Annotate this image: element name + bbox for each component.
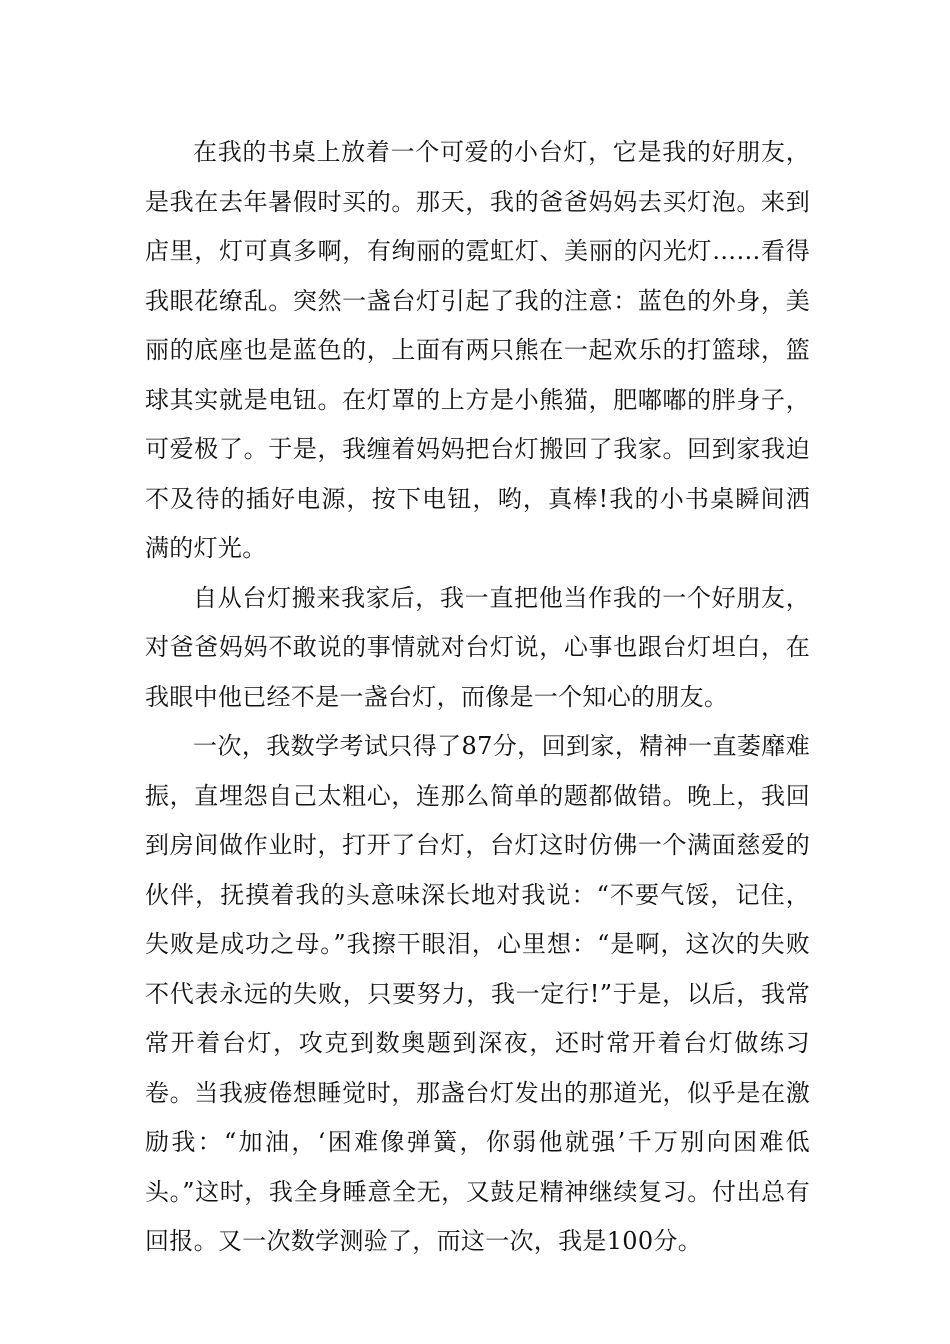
essay-body bbox=[145, 128, 810, 1267]
paragraph-1: 在我的书桌上放着一个可爱的小台灯，它是我的好朋友，是我在去年暑假时买的。那天，我的爸爸妈妈去买灯泡。来到店里，灯可真多啊，有绚丽的霓虹灯、美丽的闪光灯……看得我眼花缭乱。突然一盏台灯引起了我的注意：蓝色的外身，美丽的底座也是蓝色的，上面有两只熊在一起欢乐的打篮球，篮球其实就是电钮。在灯罩的上方是小熊猫，肥嘟嘟的胖身子，可爱极了。于是，我缠着妈妈把台灯搬回了我家。回到家我迫不及待的插好电源，按下电钮，哟，真棒!我的小书桌瞬间洒满的灯光。 bbox=[145, 138, 810, 562]
paragraph-2: 自从台灯搬来我家后，我一直把他当作我的一个好朋友，对爸爸妈妈不敢说的事情就对台灯说，心事也跟台灯坦白，在我眼中他已经不是一盏台灯，而像是一个知心的朋友。 bbox=[145, 583, 810, 711]
paragraph-3: 一次，我数学考试只得了87分，回到家，精神一直萎靡难振，直埋怨自己太粗心，连那么简单的题都做错。晚上，我回到房间做作业时，打开了台灯，台灯这时仿佛一个满面慈爱的伙伴，抚摸着我的头意味深长地对我说：“不要气馁，记住，失败是成功之母。”我擦干眼泪，心里想：“是啊，这次的失败不代表永远的失败，只要努力，我一定行!”于是，以后，我常常开着台灯，攻克到数奥题到深夜，还时常开着台灯做练习卷。当我疲倦想睡觉时，那盏台灯发出的那道光，似乎是在激励我：“加油，‘困难像弹簧，你弱他就强’千万别向困难低头。”这时，我全身睡意全无，又鼓足精神继续复习。付出总有回报。又一次数学测验了，而这一次，我是100分。 bbox=[145, 732, 810, 1255]
